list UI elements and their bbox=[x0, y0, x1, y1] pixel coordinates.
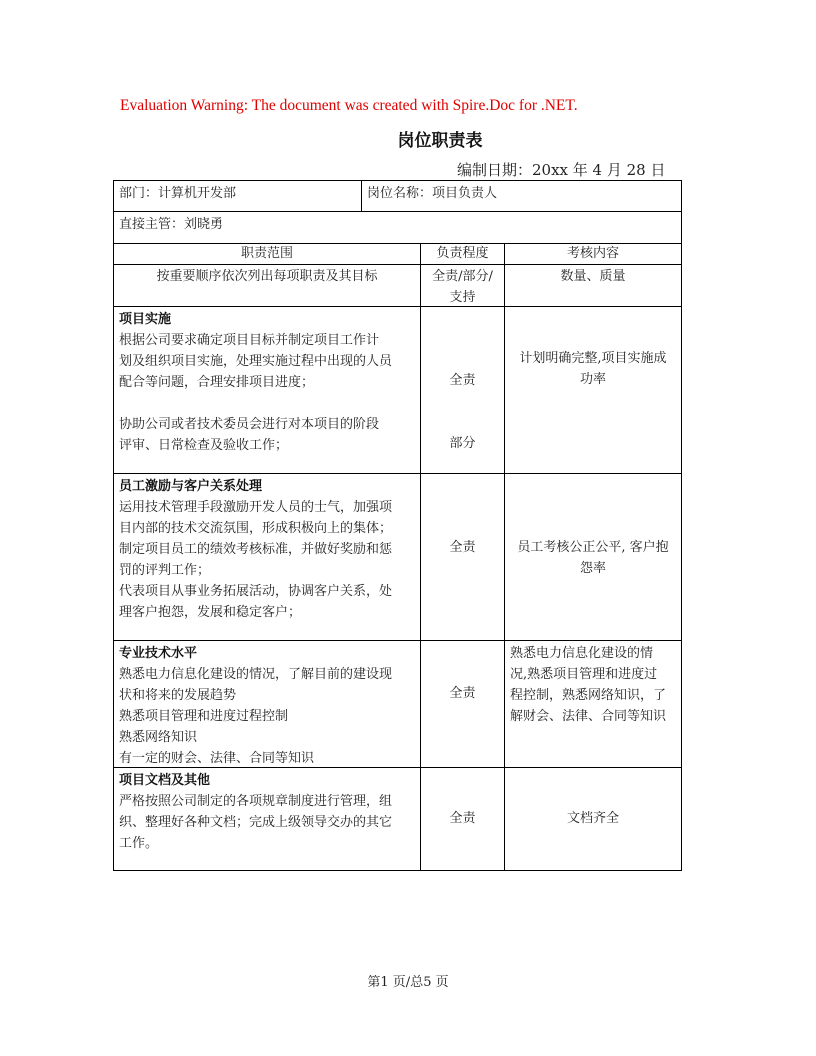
position-cell bbox=[361, 180, 682, 212]
section-assessment-cell bbox=[504, 767, 682, 871]
section-line: 熟悉网络知识 bbox=[119, 730, 198, 745]
section-line: 配合等问题，合理安排项目进度； bbox=[119, 375, 315, 390]
section-degree: 部分 bbox=[449, 436, 476, 451]
section-line: 划及组织项目实施，处理实施过程中出现的人员 bbox=[119, 354, 393, 369]
section-degree-cell bbox=[420, 640, 505, 768]
header-assessment: 考核内容 bbox=[504, 243, 682, 265]
section-line: 工作。 bbox=[119, 836, 159, 851]
page-title: 岗位职责表 bbox=[397, 131, 483, 151]
supervisor-text: 直接主管：刘晓勇 bbox=[119, 217, 224, 232]
compile-date-value: 20xx 年 4 月 28 日 bbox=[532, 161, 666, 179]
section-assessment-line: 怨率 bbox=[579, 561, 606, 576]
section-assessment-line: 员工考核公正公平, 客户抱 bbox=[517, 540, 669, 555]
section-assessment-cell bbox=[504, 640, 682, 768]
section-degree-cell bbox=[420, 473, 505, 641]
subheader-degree bbox=[420, 264, 505, 307]
section-title: 专业技术水平 bbox=[119, 646, 198, 661]
evaluation-warning: Evaluation Warning: The document was created with Spire.Doc for .NET. bbox=[120, 97, 578, 114]
section-assessment-line: 况,熟悉项目管理和进度过 bbox=[510, 667, 658, 682]
section-line: 代表项目从事业务拓展活动，协调客户关系，处 bbox=[119, 584, 393, 599]
section-line: 织、整理好各种文档；完成上级领导交办的其它 bbox=[119, 815, 393, 830]
section-degree-cell bbox=[420, 306, 505, 474]
section-blank-line bbox=[119, 393, 415, 414]
section-title: 项目实施 bbox=[119, 312, 172, 327]
section-line: 制定项目员工的绩效考核标准，并做好奖励和惩 bbox=[119, 542, 393, 557]
section-assessment-cell bbox=[504, 473, 682, 641]
section-line: 目内部的技术交流氛围，形成积极向上的集体； bbox=[119, 521, 393, 536]
section-line: 协助公司或者技术委员会进行对本项目的阶段 bbox=[119, 417, 380, 432]
section-assessment-line: 熟悉电力信息化建设的情 bbox=[510, 646, 654, 661]
section-assessment-line: 文档齐全 bbox=[566, 811, 619, 826]
department-text: 部门：计算机开发部 bbox=[119, 186, 237, 201]
section-degree: 全责 bbox=[449, 373, 476, 388]
section-line: 熟悉电力信息化建设的情况，了解目前的建设现 bbox=[119, 667, 393, 682]
section-assessment-line: 计划明确完整,项目实施成 bbox=[519, 351, 667, 366]
section-title: 项目文档及其他 bbox=[119, 773, 211, 788]
subheader-scope: 按重要顺序依次列出每项职责及其目标 bbox=[113, 264, 421, 307]
header-degree: 负责程度 bbox=[420, 243, 505, 265]
section-line: 熟悉项目管理和进度过程控制 bbox=[119, 709, 289, 724]
section-assessment-line: 功率 bbox=[579, 372, 606, 387]
section-scope-cell bbox=[113, 473, 421, 641]
supervisor-cell bbox=[113, 211, 682, 244]
section-line: 罚的评判工作； bbox=[119, 563, 211, 578]
subheader-degree-line: 全责/部分/ bbox=[432, 269, 493, 284]
header-scope: 职责范围 bbox=[113, 243, 421, 265]
compile-date-label: 编制日期： bbox=[457, 161, 533, 179]
section-line: 严格按照公司制定的各项规章制度进行管理，组 bbox=[119, 794, 393, 809]
section-line: 有一定的财会、法律、合同等知识 bbox=[119, 751, 315, 766]
section-line: 评审、日常检查及验收工作； bbox=[119, 438, 289, 453]
section-scope-cell bbox=[113, 767, 421, 871]
page-footer: 第1 页/总5 页 bbox=[367, 975, 449, 990]
section-line: 运用技术管理手段激励开发人员的士气，加强项 bbox=[119, 500, 393, 515]
section-degree: 全责 bbox=[449, 540, 476, 555]
section-line: 状和将来的发展趋势 bbox=[119, 688, 237, 703]
section-degree: 全责 bbox=[449, 686, 476, 701]
section-assessment-line: 程控制，熟悉网络知识，了 bbox=[510, 688, 667, 703]
section-title: 员工激励与客户关系处理 bbox=[119, 479, 263, 494]
subheader-assessment: 数量、质量 bbox=[504, 264, 682, 307]
section-degree: 全责 bbox=[449, 811, 476, 826]
subheader-degree-line: 支持 bbox=[449, 290, 476, 305]
section-line: 根据公司要求确定项目目标并制定项目工作计 bbox=[119, 333, 380, 348]
section-line: 理客户抱怨，发展和稳定客户； bbox=[119, 605, 302, 620]
section-assessment-cell bbox=[504, 306, 682, 474]
section-scope-cell bbox=[113, 640, 421, 768]
position-text: 岗位名称：项目负责人 bbox=[367, 186, 498, 201]
section-scope-cell bbox=[113, 306, 421, 474]
compile-date bbox=[457, 159, 666, 180]
section-assessment-line: 解财会、法律、合同等知识 bbox=[510, 709, 667, 724]
department-cell bbox=[113, 180, 362, 212]
section-degree-cell bbox=[420, 767, 505, 871]
